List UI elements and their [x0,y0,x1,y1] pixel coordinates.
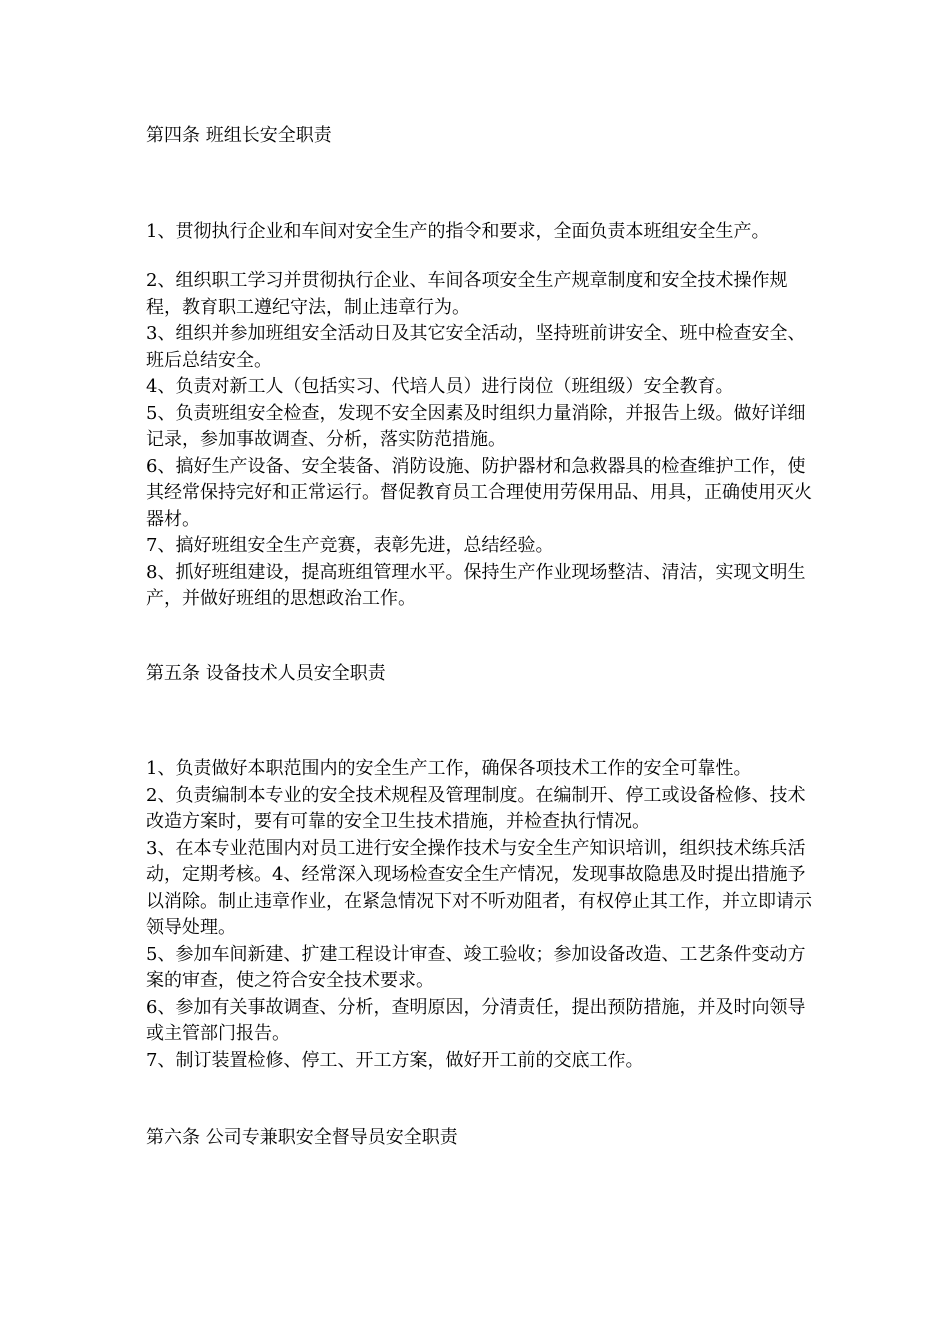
list-item: 8、抓好班组建设，提高班组管理水平。保持生产作业现场整洁、清洁，实现文明生产，并做好班组的思想政治工作。 [146,561,806,609]
list-item: 6、参加有关事故调查、分析，查明原因，分清责任，提出预防措施，并及时向领导或主管部门报告。 [146,996,806,1044]
section-4-item-1 [146,219,818,246]
list-item: 5、负责班组安全检查，发现不安全因素及时组织力量消除，并报告上级。做好详细记录，参加事故调查、分析，落实防范措施。 [146,402,806,450]
list-item: 1、负责做好本职范围内的安全生产工作，确保各项技术工作的安全可靠性。 [146,758,752,779]
list-item: 3、组织并参加班组安全活动日及其它安全活动，坚持班前讲安全、班中检查安全、班后总结安全。 [146,323,806,371]
list-item: 2、组织职工学习并贯彻执行企业、车间各项安全生产规章制度和安全技术操作规程，教育职工遵纪守法，制止违章行为。 [146,270,788,318]
list-item: 2、负责编制本专业的安全技术规程及管理制度。在编制开、停工或设备检修、技术改造方案时，要有可靠的安全卫生技术措施，并检查执行情况。 [146,784,806,832]
list-item: 3、在本专业范围内对员工进行安全操作技术与安全生产知识培训，组织技术练兵活动，定期考核。4、经常深入现场检查安全生产情况，发现事故隐患及时提出措施予以消除。制止违章作业，在紧急情况下对不听劝阻者，有权停止其工作，并立即请示领导处理。 [146,837,812,938]
list-item: 5、参加车间新建、扩建工程设计审查、竣工验收；参加设备改造、工艺条件变动方案的审查，使之符合安全技术要求。 [146,943,806,991]
list-item: 6、搞好生产设备、安全装备、消防设施、防护器材和急救器具的检查维护工作，使其经常保持完好和正常运行。督促教育员工合理使用劳保用品、用具，正确使用灭火器材。 [146,455,812,530]
list-item: 7、搞好班组安全生产竞赛，表彰先进，总结经验。 [146,535,554,556]
list-item: 4、负责对新工人（包括实习、代培人员）进行岗位（班组级）安全教育。 [146,376,734,397]
section-4-heading: 第四条 班组长安全职责 [146,125,332,146]
section-5-items [146,756,818,1074]
list-item: 7、制订装置检修、停工、开工方案，做好开工前的交底工作。 [146,1049,644,1071]
section-4-items [146,268,818,613]
section-6-heading: 第六条 公司专兼职安全督导员安全职责 [146,1127,458,1148]
list-item: 1、贯彻执行企业和车间对安全生产的指令和要求，全面负责本班组安全生产。 [146,221,770,242]
section-5-heading: 第五条 设备技术人员安全职责 [146,663,386,684]
